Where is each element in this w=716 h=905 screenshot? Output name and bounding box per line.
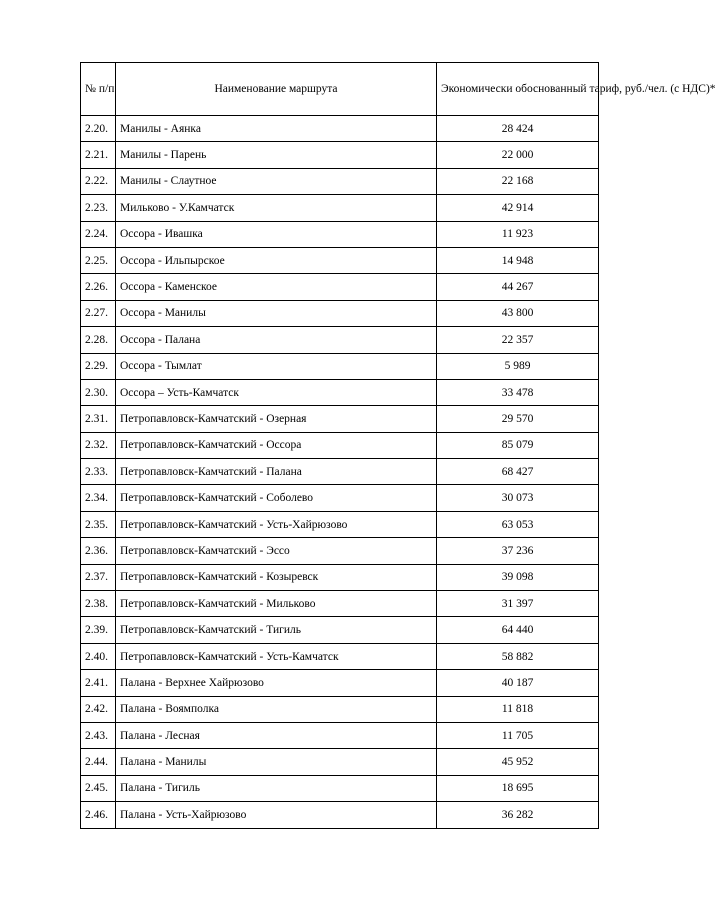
table-row — [81, 696, 599, 722]
route-name: Палана - Лесная — [116, 722, 437, 748]
row-number: 2.42. — [81, 696, 116, 722]
route-name: Петропавловск-Камчатский - Тигиль — [116, 617, 437, 643]
tariff-value: 28 424 — [437, 116, 599, 142]
row-number: 2.35. — [81, 511, 116, 537]
tariff-value: 31 397 — [437, 591, 599, 617]
row-number: 2.36. — [81, 538, 116, 564]
header-row — [81, 63, 599, 116]
table-row — [81, 221, 599, 247]
table-row — [81, 379, 599, 405]
table-row — [81, 538, 599, 564]
table-row — [81, 564, 599, 590]
table-row — [81, 722, 599, 748]
row-number: 2.23. — [81, 195, 116, 221]
tariff-value: 22 168 — [437, 168, 599, 194]
table-row — [81, 406, 599, 432]
row-number: 2.27. — [81, 300, 116, 326]
row-number: 2.20. — [81, 116, 116, 142]
route-name: Петропавловск-Камчатский - Оссора — [116, 432, 437, 458]
row-number: 2.24. — [81, 221, 116, 247]
table-row — [81, 432, 599, 458]
route-name: Петропавловск-Камчатский - Усть-Хайрюзово — [116, 511, 437, 537]
tariff-value: 39 098 — [437, 564, 599, 590]
header-tariff: Экономически обоснованный тариф, руб./чел. (с НДС)* — [437, 63, 599, 116]
row-number: 2.37. — [81, 564, 116, 590]
row-number: 2.39. — [81, 617, 116, 643]
route-name: Палана - Усть-Хайрюзово — [116, 802, 437, 828]
row-number: 2.46. — [81, 802, 116, 828]
row-number: 2.31. — [81, 406, 116, 432]
row-number: 2.38. — [81, 591, 116, 617]
route-name: Петропавловск-Камчатский - Мильково — [116, 591, 437, 617]
table-row — [81, 247, 599, 273]
route-name: Петропавловск-Камчатский - Эссо — [116, 538, 437, 564]
row-number: 2.43. — [81, 722, 116, 748]
row-number: 2.30. — [81, 379, 116, 405]
table-header — [81, 63, 716, 116]
route-name: Оссора - Ивашка — [116, 221, 437, 247]
route-name: Петропавловск-Камчатский - Соболево — [116, 485, 437, 511]
table-row — [81, 274, 599, 300]
tariff-value: 11 923 — [437, 221, 599, 247]
tariff-value: 5 989 — [437, 353, 599, 379]
row-number: 2.22. — [81, 168, 116, 194]
tariff-value: 30 073 — [437, 485, 599, 511]
tariff-value: 36 282 — [437, 802, 599, 828]
route-name: Петропавловск-Камчатский - Козыревск — [116, 564, 437, 590]
row-number: 2.32. — [81, 432, 116, 458]
route-name: Палана - Манилы — [116, 749, 437, 775]
table-row — [81, 168, 599, 194]
tariff-value: 14 948 — [437, 247, 599, 273]
table-row — [81, 775, 599, 801]
row-number: 2.44. — [81, 749, 116, 775]
route-name: Палана - Воямполка — [116, 696, 437, 722]
route-name: Оссора - Тымлат — [116, 353, 437, 379]
tariff-value: 58 882 — [437, 643, 599, 669]
table-row — [81, 485, 599, 511]
route-name: Мильково - У.Камчатск — [116, 195, 437, 221]
tariff-value: 42 914 — [437, 195, 599, 221]
route-name: Манилы - Парень — [116, 142, 437, 168]
row-number: 2.28. — [81, 327, 116, 353]
row-number: 2.29. — [81, 353, 116, 379]
table-row — [81, 142, 599, 168]
table-row — [81, 802, 599, 828]
route-name: Петропавловск-Камчатский - Усть-Камчатск — [116, 643, 437, 669]
route-name: Манилы - Слаутное — [116, 168, 437, 194]
tariff-value: 37 236 — [437, 538, 599, 564]
tariff-value: 29 570 — [437, 406, 599, 432]
table-row — [81, 195, 599, 221]
row-number: 2.26. — [81, 274, 116, 300]
route-name: Петропавловск-Камчатский - Озерная — [116, 406, 437, 432]
route-name: Оссора - Палана — [116, 327, 437, 353]
route-name: Петропавловск-Камчатский - Палана — [116, 459, 437, 485]
table-row — [81, 511, 599, 537]
tariff-value: 63 053 — [437, 511, 599, 537]
tariff-value: 33 478 — [437, 379, 599, 405]
tariff-value: 43 800 — [437, 300, 599, 326]
row-number: 2.33. — [81, 459, 116, 485]
row-number: 2.45. — [81, 775, 116, 801]
table-row — [81, 617, 599, 643]
route-name: Оссора - Ильпырское — [116, 247, 437, 273]
table-body — [81, 116, 599, 829]
tariff-value: 45 952 — [437, 749, 599, 775]
table-row — [81, 116, 599, 142]
tariff-value: 11 818 — [437, 696, 599, 722]
tariff-value: 68 427 — [437, 459, 599, 485]
tariff-value: 11 705 — [437, 722, 599, 748]
tariff-value: 85 079 — [437, 432, 599, 458]
tariff-value: 18 695 — [437, 775, 599, 801]
route-name: Палана - Тигиль — [116, 775, 437, 801]
table-row — [81, 643, 599, 669]
row-number: 2.40. — [81, 643, 116, 669]
table-row — [81, 327, 599, 353]
table-row — [81, 591, 599, 617]
tariff-value: 44 267 — [437, 274, 599, 300]
tariff-value: 22 357 — [437, 327, 599, 353]
tariff-table — [80, 62, 716, 829]
row-number: 2.34. — [81, 485, 116, 511]
header-route: Наименование маршрута — [116, 63, 437, 116]
table-row — [81, 749, 599, 775]
header-number: № п/п — [81, 63, 116, 116]
row-number: 2.25. — [81, 247, 116, 273]
tariff-value: 22 000 — [437, 142, 599, 168]
table-row — [81, 300, 599, 326]
table-row — [81, 353, 599, 379]
route-name: Оссора - Манилы — [116, 300, 437, 326]
row-number: 2.21. — [81, 142, 116, 168]
table-row — [81, 670, 599, 696]
route-name: Манилы - Аянка — [116, 116, 437, 142]
route-name: Палана - Верхнее Хайрюзово — [116, 670, 437, 696]
row-number: 2.41. — [81, 670, 116, 696]
table-row — [81, 459, 599, 485]
route-name: Оссора - Каменское — [116, 274, 437, 300]
tariff-value: 64 440 — [437, 617, 599, 643]
tariff-value: 40 187 — [437, 670, 599, 696]
route-name: Оссора – Усть-Камчатск — [116, 379, 437, 405]
